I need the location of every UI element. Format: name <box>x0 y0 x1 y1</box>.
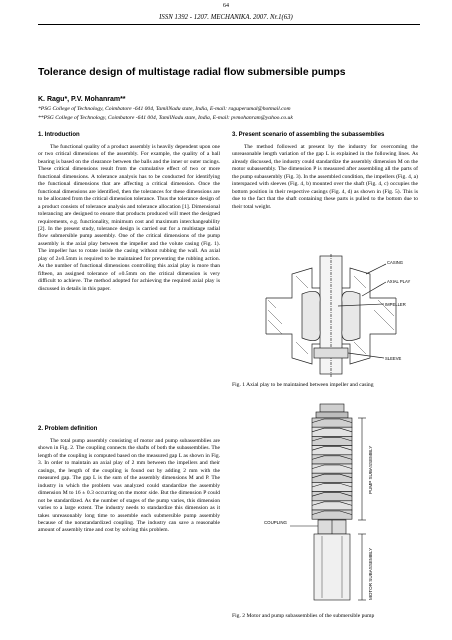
affiliation-2: **PSG College of Technology, Coimbatore -641 004, TamilNadu state, India, E-mail: pvmohanram@yahoo.co.uk <box>38 115 293 121</box>
label-motor-subassembly: MOTOR SUBASSEMBLY <box>368 547 373 600</box>
section-heading-scenario: 3. Present scenario of assembling the subassemblies <box>232 132 385 138</box>
introduction-section <box>38 132 220 293</box>
introduction-text: The functional quality of a product assembly is heavily dependent upon one or two critical dimensions of the assembly. For example, the quality of a ball bearing is based on the clearance between the balls and the inner or outer racings. These critical dimensions result from the cumulative effect of two or more functional dimensions. A tolerance analysis has to be conducted for identifying the functional dimensions that are affecting a critical dimension. Once the functional dimensions are identified, then the tolerances for these dimensions are to be allocated from the critical dimension tolerance. Thus the tolerance design of a product consists of tolerance analysis and tolerance allocation [1]. Dimensional tolerancing are designed to ensure that products produced will meet the designed requirements, e.g. functionality, minimum cost and maximum interchangeability [2]. In the present study, tolerance design is carried out for a multistage radial flow submersible pump assembly. One of the critical dimensions of the pump assembly is the axial play between the impeller and the volute casing (Fig. 1). The impeller has to rotate inside the casing without rubbing the wall. An axial play of 2±0.5mm is required to be maintained for preventing the rubbing action. As the number of functional dimensions controlling this axial play is more than fifteen, an assigned tolerance of ±0.5mm on the critical dimension is very difficult to achieve. The method adopted for achieving the required axial play is discussed in details in this paper. <box>38 144 220 292</box>
pump-stage <box>312 455 352 464</box>
figure-2-caption: Fig. 2 Motor and pump subassemblies of the submersible pump <box>232 613 375 619</box>
label-pump-subassembly: PUMP SUBASSEMBLY <box>368 445 373 494</box>
figure-1-caption: Fig. 1 Axial play to be maintained between impeller and casing <box>232 382 374 388</box>
pump-stage <box>312 482 352 491</box>
label-coupling: COUPLING <box>264 520 287 525</box>
page-number: 64 <box>223 3 229 9</box>
figure-2-drawing <box>262 402 412 602</box>
pump-stage <box>312 501 352 510</box>
pump-stage <box>312 436 352 445</box>
pump-stage <box>312 464 352 473</box>
label-impeller: IMPELLER <box>385 302 406 307</box>
section-heading-problem: 2. Problem definition <box>38 426 98 432</box>
journal-header: ISSN 1392 - 1207. MECHANIKA. 2007. Nr.1(63) <box>159 14 293 21</box>
section-heading-introduction: 1. Introduction <box>38 132 80 138</box>
label-axial-play: AXIAL PLAY <box>387 279 411 284</box>
figure-1 <box>262 254 422 378</box>
scenario-text: The method followed at present by the industry for overcoming the unreasonable length variation of the gap L is explained in the following lines. As already discussed, the industry could standardize the assembly dimension M on the motor subassembly. The dimension P is measured after assembling all the parts of the pump subassembly (Fig. 3). In the assembled condition, the impellers (Fig. 4, a) interspaced with sleeves (Fig. 4, b) mounted over the shaft (Fig. 4, c) occupies the bottom position in their respective casings (Fig. 4, d) as shown in (Fig. 5). This is due to the fact that the shaft containing these parts is pulled to the bottom due to their total weight. <box>232 144 418 210</box>
pump-stage <box>312 418 352 427</box>
label-casing: CASING <box>387 260 404 265</box>
problem-section <box>38 426 220 535</box>
label-sleeve: SLEEVE <box>385 356 402 361</box>
figure-2 <box>262 402 412 602</box>
pump-stage <box>312 492 352 501</box>
scenario-section <box>232 132 418 211</box>
pump-stage <box>312 510 352 519</box>
affiliation-1: *PSG College of Technology, Coimbatore -641 004, TamilNadu state, India, E-mail: raguperumal@hotmail.com <box>38 106 291 112</box>
problem-text: The total pump assembly consisting of motor and pump subassemblies are shown in Fig. 2. The coupling connects the shafts of both the subassemblies. The length of the coupling is computed based on the measured gap L as shown in Fig. 3. In order to maintain an axial play of 2 mm between the impellers and their casings, the length of the coupling is found out by adding 2 mm with the measured gap. The gap L is the sum of the assembly dimensions M and P. The industry in which the problem was analyzed could standardize the assembly dimension M to 16 ± 0.3 occurring on the motor side. But the dimension P could not be standardized. As the number of stages of the pump varies, this dimension varies to a large extent. The industry needs to standardize this dimension as it takes unreasonably long time to assemble each submersible pump assembly because of the nonstandardized coupling. The industry can save a reasonable amount of assembly time and cost by solving this problem. <box>38 438 220 534</box>
pump-stage <box>312 427 352 436</box>
pump-stage <box>312 473 352 482</box>
header-rule <box>38 24 420 25</box>
pump-stage <box>312 446 352 455</box>
article-title: Tolerance design of multistage radial flow submersible pumps <box>38 67 346 78</box>
authors: K. Ragu*, P.V. Mohanram** <box>38 96 126 103</box>
figure-1-drawing <box>262 254 422 378</box>
